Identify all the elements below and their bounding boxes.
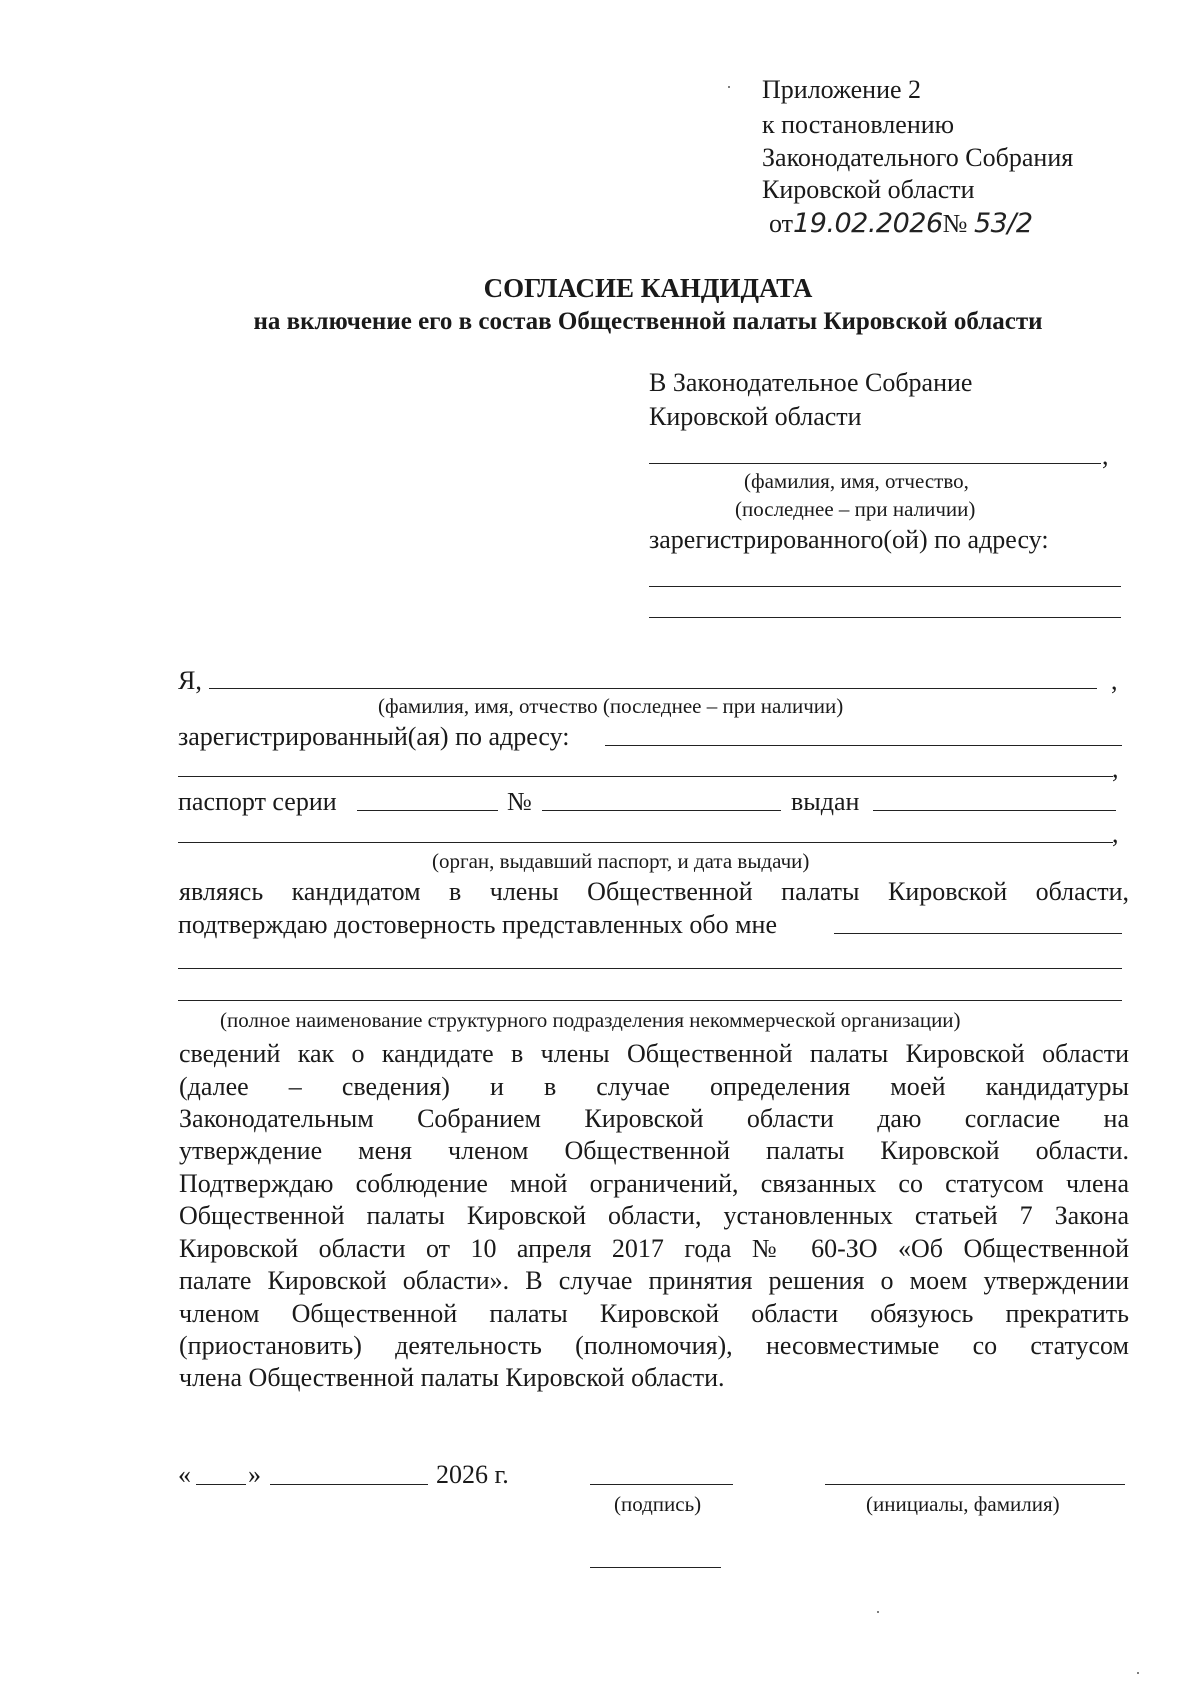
paragraph-line: Кировской области от 10 апреля 2017 года № 60-ЗО «Об Общественной — [179, 1234, 1129, 1263]
paragraph-line: утверждение меня членом Общественной палаты Кировской области. — [179, 1136, 1129, 1165]
handwritten-date: 19.02.2026 — [793, 208, 943, 239]
paragraph-last-line: члена Общественной палаты Кировской области. — [179, 1363, 725, 1392]
date-prefix: от — [769, 209, 794, 238]
initials-surname-field[interactable] — [825, 1484, 1125, 1485]
passport-series-field[interactable] — [357, 810, 498, 811]
paragraph-line: Общественной палаты Кировской области, установленных статьей 7 Закона — [179, 1201, 1129, 1230]
registered-label: зарегистрированного(ой) по адресу: — [649, 525, 1049, 554]
appendix-ref-line: Законодательного Собрания — [762, 143, 1074, 172]
ya-label: Я, — [178, 666, 202, 695]
document-subtitle: на включение его в состав Общественной палаты Кировской области — [253, 308, 1043, 335]
comma: , — [1112, 819, 1119, 848]
paragraph-line: Законодательным Собранием Кировской области даю согласие на — [179, 1104, 1129, 1133]
number-sign: № — [942, 209, 968, 238]
scan-speck — [877, 1611, 879, 1613]
scan-speck — [728, 86, 730, 88]
full-name-caption: (фамилия, имя, отчество (последнее – при наличии) — [378, 694, 844, 718]
month-field[interactable] — [270, 1484, 428, 1485]
quote-open: « — [178, 1460, 191, 1489]
year-label: 2026 г. — [436, 1460, 509, 1489]
issuer-field[interactable] — [178, 842, 1113, 843]
registered-label: зарегистрированный(ая) по адресу: — [178, 722, 570, 751]
paragraph-line: Подтверждаю соблюдение мной ограничений, связанных со статусом члена — [179, 1169, 1129, 1198]
handwritten-number: 53/2 — [973, 208, 1033, 239]
addressee-line: Кировской области — [649, 402, 862, 431]
organization-field-3[interactable] — [178, 1000, 1122, 1001]
registered-address-field-2[interactable] — [178, 776, 1113, 777]
issued-field[interactable] — [873, 810, 1116, 811]
day-field[interactable] — [196, 1484, 246, 1485]
addressee-name-field[interactable] — [649, 463, 1101, 464]
paragraph-line: сведений как о кандидате в члены Общественной палаты Кировской области — [179, 1039, 1129, 1068]
signature-field[interactable] — [590, 1484, 733, 1485]
appendix-ref-line: Кировской области — [762, 175, 975, 204]
organization-caption: (полное наименование структурного подразделения некоммерческой организации) — [220, 1008, 961, 1032]
organization-field-2[interactable] — [178, 968, 1122, 969]
scan-speck — [1137, 1672, 1139, 1674]
passport-number-field[interactable] — [542, 810, 781, 811]
comma: , — [1112, 754, 1119, 783]
comma: , — [1102, 441, 1109, 470]
issuer-caption: (орган, выдавший паспорт, и дата выдачи) — [432, 849, 810, 873]
registered-address-field[interactable] — [605, 745, 1122, 746]
signature-caption: (подпись) — [614, 1492, 702, 1516]
passport-series-label: паспорт серии — [178, 787, 337, 816]
confirm-statement: подтверждаю достоверность представленных обо мне — [178, 910, 777, 939]
address-field-2[interactable] — [649, 617, 1121, 618]
paragraph-line: членом Общественной палаты Кировской области обязуюсь прекратить — [179, 1299, 1129, 1328]
comma: , — [1111, 666, 1118, 695]
paragraph-line: (приостановить) деятельность (полномочия), несовместимые со статусом — [179, 1331, 1129, 1360]
initials-caption: (инициалы, фамилия) — [866, 1492, 1060, 1516]
appendix-ref-line: к постановлению — [762, 110, 955, 139]
addressee-line: В Законодательное Собрание — [649, 368, 973, 397]
paragraph-line: палате Кировской области». В случае принятия решения о моем утверждении — [179, 1266, 1129, 1295]
appendix-date-line — [769, 208, 1033, 240]
issued-label: выдан — [791, 787, 860, 816]
quote-close: » — [248, 1460, 261, 1489]
organization-field[interactable] — [834, 933, 1122, 934]
full-name-field[interactable] — [209, 688, 1097, 689]
passport-number-label: № — [507, 787, 532, 816]
paragraph-line: (далее – сведения) и в случае определения моей кандидатуры — [179, 1072, 1129, 1101]
extra-field[interactable] — [590, 1567, 721, 1568]
document-title: СОГЛАСИЕ КАНДИДАТА — [483, 273, 813, 303]
appendix-title: Приложение 2 — [762, 75, 922, 104]
name-caption: (фамилия, имя, отчество, — [744, 469, 969, 493]
name-caption: (последнее – при наличии) — [735, 497, 976, 521]
address-field-1[interactable] — [649, 586, 1121, 587]
candidate-statement: являясь кандидатом в члены Общественной палаты Кировской области, — [179, 877, 1129, 906]
